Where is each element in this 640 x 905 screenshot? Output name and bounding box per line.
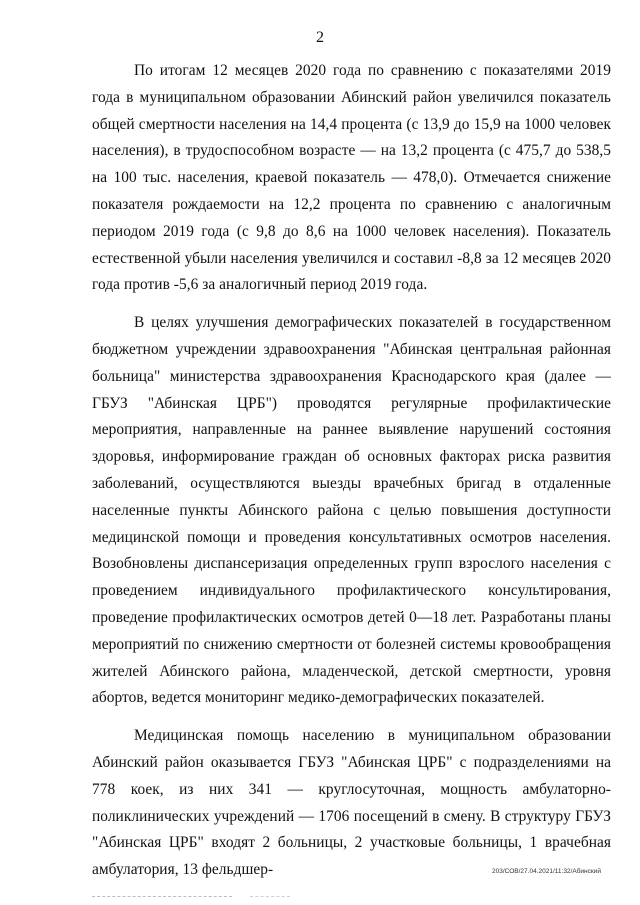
paragraph-demographic-measures: В целях улучшения демографических показателей в государственном бюджетном учреждении здравоохранения "Абинская центральная районная больница" министерства здравоохранения Краснодарского края (далее — ГБУЗ "Абинская ЦРБ") проводятся регулярные профилактические мероприятия, направленные на раннее выявление нарушений состояния здоровья, информирование граждан об основных факторах риска развития заболеваний, осуществляются выезды врачебных бригад в отдаленные населенные пункты Абинского района с целью повышения доступности медицинской помощи и проведения консультативных осмотров населения. Возобновлены диспансеризация определенных групп взрослого населения с проведением индивидуального профилактического консультирования, проведение профилактических осмотров детей 0—18 лет. Разработаны планы мероприятий по снижению смертности от болезней системы кровообращения жителей Абинского района, младенческой, детской смертности, уровня абортов, ведется мониторинг медико-демографических показателей.: [92, 314, 611, 707]
page-number: 2: [316, 29, 324, 46]
paragraph-mortality-statistics: По итогам 12 месяцев 2020 года по сравнению с показателями 2019 года в муниципальном образовании Абинский район увеличился показатель общей смертности населения на 14,4 процента (с 13,9 до 15,9 на 1000 человек населения), в трудоспособном возрасте — на 13,2 процента (с 475,7 до 538,5 на 100 тыс. населения, краевой показатель — 478,0). Отмечается снижение показателя рождаемости на 12,2 процента по сравнению с аналогичным периодом 2019 года (с 9,8 до 8,6 на 1000 человек населения). Показатель естественной убыли населения увеличился и составил -8,8 за 12 месяцев 2020 года против -5,6 за аналогичный период 2019 года.: [92, 62, 611, 294]
document-body: [92, 58, 611, 884]
document-registration-stamp: 203/СОВ/27.04.2021/11:32/Абинский: [492, 868, 601, 875]
paragraph-medical-care-structure: Медицинская помощь населению в муниципальном образовании Абинский район оказывается ГБУЗ "Абинская ЦРБ" с подразделениями на 778 коек, из них 341 — круглосуточная, мощность амбулаторно-поликлинических учреждений — 1706 посещений в смену. В структуру ГБУЗ "Абинская ЦРБ" входят 2 больницы, 2 участковые больницы, 1 врачебная амбулатория, 13 фельдшер-: [92, 727, 611, 879]
scan-artifact-line: [92, 896, 232, 898]
scan-artifact-line-short: [250, 896, 290, 898]
